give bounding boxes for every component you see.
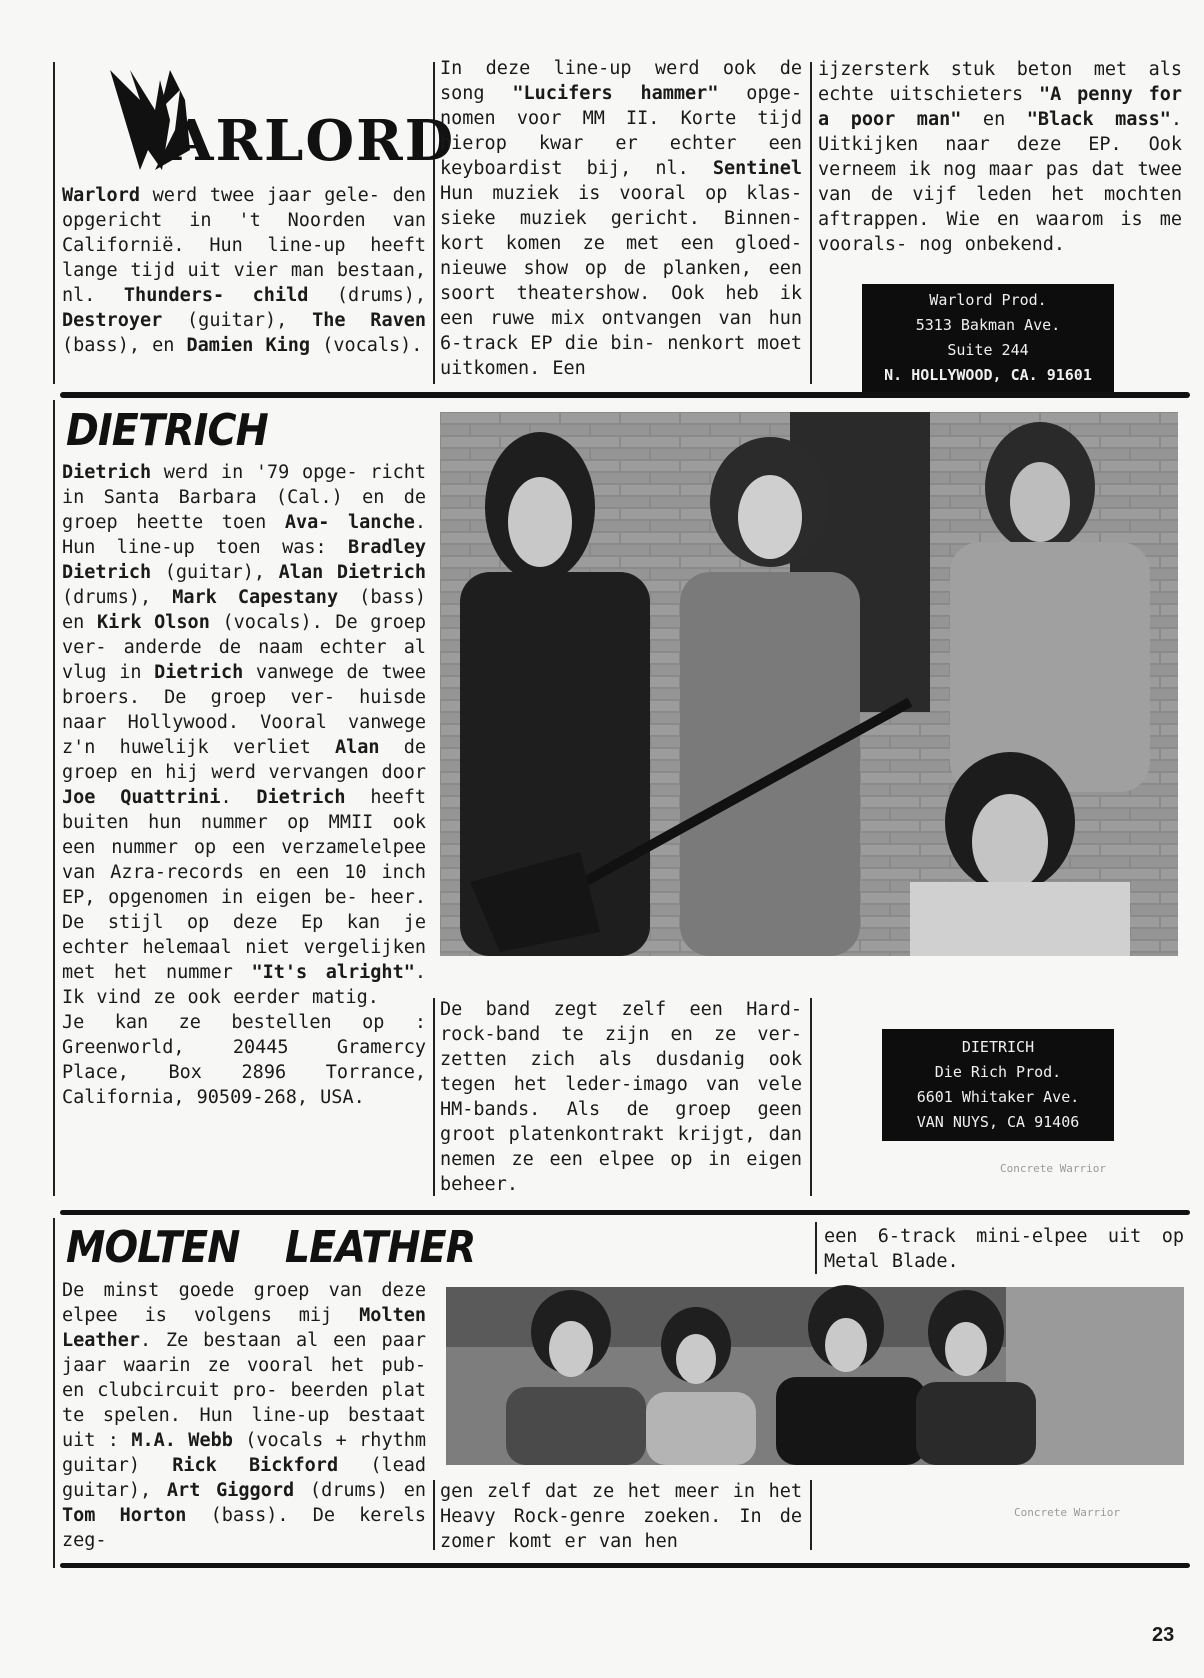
- column-divider: [433, 1480, 435, 1550]
- address-line: 6601 Whitaker Ave.: [916, 1088, 1080, 1106]
- bold-name: M.A. Webb: [131, 1430, 233, 1451]
- address-line: N. HOLLYWOOD, CA. 91601: [884, 366, 1092, 384]
- warlord-address-box: [862, 284, 1114, 392]
- address-line: Die Rich Prod.: [934, 1063, 1062, 1081]
- text-run: (guitar),: [151, 562, 279, 583]
- page-number: 23: [1152, 1624, 1175, 1646]
- bold-name: Art Giggord: [166, 1480, 295, 1501]
- text-run: (vocals + rhythm guitar): [62, 1430, 427, 1476]
- text-run: (vocals). De groep ver- anderde de naam echter al vlug in: [62, 612, 427, 683]
- text-run: . Uitkijken naar deze EP. Ook verneem ik nog maar pas dat twee van de vijf leden het mochten aftrappen. Wie en waarom is me voorals- nog onbekend.: [818, 109, 1182, 255]
- dietrich-text-col2: De band zegt zelf een Hard- rock-band te zijn en ze ver- zetten zich als dusdanig ook tegen het leder-imago van vele HM-bands. Als de groep geen groot platenkontrakt krijgt, dan nemen ze een elpee op in eigen beheer.: [440, 999, 802, 1195]
- bold-name: Joe Quattrini: [62, 787, 221, 808]
- column-divider: [810, 62, 812, 384]
- photo-credit: Concrete Warrior: [1000, 1162, 1106, 1175]
- bold-name: Bradley Dietrich: [62, 537, 426, 583]
- dietrich-address-box: [882, 1029, 1114, 1141]
- column-divider: [810, 1480, 812, 1550]
- column-border-left: [53, 1218, 55, 1568]
- text-run: ijzersterk stuk beton met als echte uitschieters: [818, 59, 1182, 105]
- column-border-left: [53, 62, 55, 384]
- text-run: (vocals).: [310, 335, 423, 356]
- text-run: . Hun line-up toen was:: [62, 512, 426, 558]
- column-divider: [810, 998, 812, 1196]
- order-info: Je kan ze bestellen op : Greenworld, 20445 Gramercy Place, Box 2896 Torrance, California, 90509-268, USA.: [62, 1012, 426, 1108]
- bold-name: Ava- lanche: [284, 512, 415, 533]
- bold-name: Mark Capestany: [172, 587, 339, 608]
- text-run: Hun muziek is vooral op klas- sieke muziek gericht. Binnen- kort komen ze met een gloed- nieuwe show op de planken, een soort theatershow. Ook heb ik een ruwe mix ontvangen van hun 6-track EP die bin- nenkort moet uitkomen. Een: [440, 183, 802, 379]
- molten-text-col1: [62, 1278, 426, 1553]
- dietrich-band-photo: [440, 412, 1178, 956]
- bold-name: Kirk Olson: [96, 612, 210, 633]
- text-run: .: [220, 787, 257, 808]
- bold-name: Tom Horton: [62, 1505, 187, 1526]
- bold-name: Dietrich: [154, 662, 244, 683]
- text-run: In deze line-up werd ook de song: [440, 58, 802, 104]
- section-heading-dietrich: DIETRICH: [66, 405, 268, 456]
- address-line: Warlord Prod.: [929, 291, 1047, 309]
- section-heading-molten-leather: MOLTEN LEATHER: [66, 1222, 476, 1273]
- text-run: . Ik vind ze ook eerder matig.: [62, 962, 426, 1008]
- bold-name: Dietrich: [62, 462, 152, 483]
- text-run: werd twee jaar gele- den opgericht in 't Noorden van Californië. Hun line-up heeft lange tijd uit vier man bestaan, nl.: [62, 185, 426, 306]
- bold-name: "A penny for a poor man": [818, 84, 1182, 130]
- bold-name: Dietrich: [256, 787, 346, 808]
- bold-name: Damien King: [186, 335, 311, 356]
- dietrich-text-col1: [62, 460, 426, 1110]
- bold-name: Warlord: [62, 185, 140, 206]
- molten-text-top: een 6-track mini-elpee uit op Metal Blade.: [824, 1226, 1184, 1272]
- warlord-text-col1: [62, 183, 426, 358]
- bold-name: Alan Dietrich: [278, 562, 426, 583]
- bold-name: "Black mass": [1026, 109, 1171, 130]
- bold-name: Molten Leather: [62, 1305, 426, 1351]
- address-line: DIETRICH: [961, 1038, 1035, 1056]
- bold-name: Rick Bickford: [172, 1455, 339, 1476]
- photo-credit: Concrete Warrior: [1014, 1506, 1120, 1519]
- bold-name: "It's alright": [251, 962, 415, 983]
- text-run: (bass). De kerels zeg-: [62, 1505, 426, 1551]
- column-border-left: [53, 400, 55, 1196]
- address-line: VAN NUYS, CA 91406: [916, 1113, 1080, 1131]
- bold-name: The Raven: [312, 310, 426, 331]
- bold-name: Destroyer: [62, 310, 163, 331]
- text-run: vanwege de twee broers. De groep ver- huisde naar Hollywood. Vooral vanwege z'n huwelijk verliet: [62, 662, 426, 758]
- column-divider: [433, 998, 435, 1196]
- address-line: Suite 244: [947, 341, 1029, 359]
- text-run: en: [961, 109, 1027, 130]
- text-run: de groep en hij werd vervangen door: [62, 737, 426, 783]
- warlord-text-col2: [440, 56, 802, 381]
- text-run: (drums),: [308, 285, 426, 306]
- column-divider: [815, 1222, 817, 1274]
- warlord-logo: [100, 60, 456, 180]
- text-run: werd in '79 opge- richt in Santa Barbara (Cal.) en de groep heette toen: [62, 462, 426, 533]
- section-divider: [60, 1563, 1190, 1568]
- bold-name: "Lucifers hammer": [512, 83, 719, 104]
- bold-name: Alan: [334, 737, 380, 758]
- text-run: (drums),: [62, 587, 173, 608]
- text-run: . Ze bestaan al een paar jaar waarin ze vooral het pub- en clubcircuit pro- beerden plat te spelen. Hun line-up bestaat uit :: [62, 1330, 426, 1451]
- text-run: (guitar),: [162, 310, 313, 331]
- text-run: (bass), en: [62, 335, 187, 356]
- text-run: heeft buiten hun nummer op MMII ook een nummer op een verzamelelpee van Azra-records en een 10 inch EP, opgenomen in eigen be- heer. De stijl op deze Ep kan je echter helemaal niet vergelijken met het nummer: [62, 787, 427, 983]
- text-run: (lead guitar),: [62, 1455, 427, 1501]
- text-run: opge- nomen voor MM II. Korte tijd hierop kwar er echter een keyboardist bij, nl.: [440, 83, 802, 179]
- text-run: (drums) en: [294, 1480, 426, 1501]
- molten-text-col2: gen zelf dat ze het meer in het Heavy Rock-genre zoeken. In de zomer komt er van hen: [440, 1481, 802, 1552]
- warlord-text-col3: [818, 57, 1182, 257]
- bold-name: Thunders- child: [123, 285, 309, 306]
- text-run: (bass) en: [62, 587, 427, 633]
- text-run: De minst goede groep van deze elpee is volgens mij: [62, 1280, 426, 1326]
- section-divider: [60, 1210, 1190, 1215]
- svg-text:ARLORD: ARLORD: [170, 108, 456, 174]
- address-line: 5313 Bakman Ave.: [915, 316, 1061, 334]
- bold-name: Sentinel: [712, 158, 802, 179]
- molten-band-photo: [446, 1287, 1184, 1465]
- section-divider: [60, 392, 1190, 398]
